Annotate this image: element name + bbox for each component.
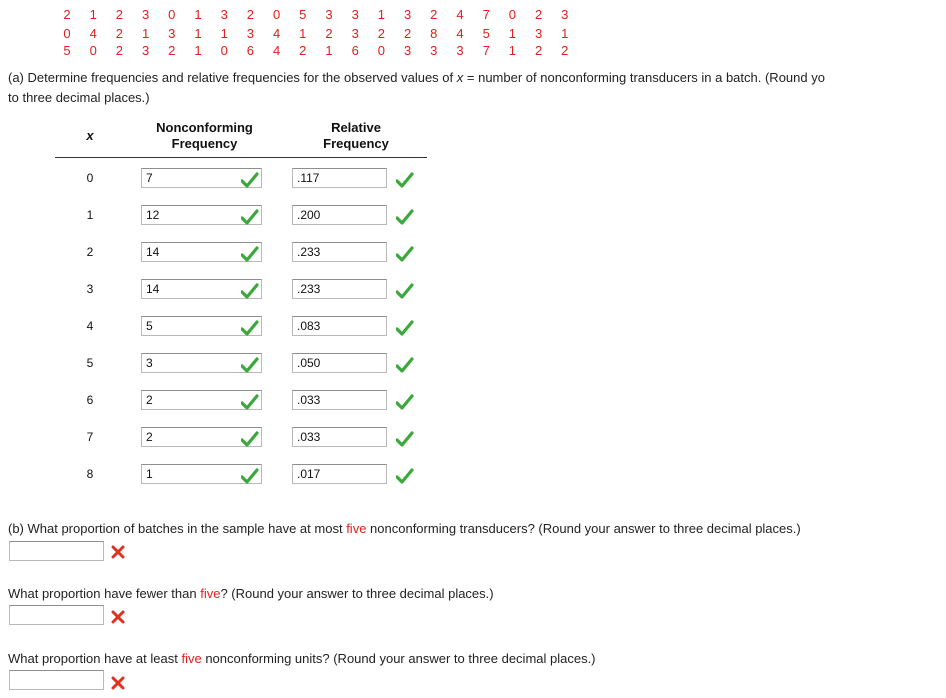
answer-input-at-least-five[interactable]: [9, 670, 104, 690]
relative-frequency-input[interactable]: .233: [292, 279, 387, 299]
frequency-input[interactable]: 1: [141, 464, 262, 484]
part-b-q2-post: ? (Round your answer to three decimal places.): [220, 586, 494, 601]
data-value: 1: [561, 26, 569, 41]
check-icon: [241, 283, 259, 299]
data-value: 2: [561, 43, 569, 58]
check-icon: [241, 394, 259, 410]
data-value: 0: [508, 7, 516, 22]
data-value: 4: [272, 43, 281, 58]
data-value: 5: [63, 43, 71, 58]
data-value: 1: [141, 26, 150, 41]
data-value: 1: [89, 7, 97, 22]
part-a-text-2: = number of nonconforming transducers in a batch. (Round yo: [466, 70, 825, 85]
data-value: 2: [168, 43, 176, 58]
data-value: 3: [534, 26, 543, 41]
relative-frequency-input[interactable]: .117: [292, 168, 387, 188]
data-value: 3: [220, 7, 228, 22]
col-header-relative-line1: Relative: [331, 120, 381, 135]
data-value: 0: [89, 43, 97, 58]
data-value: 2: [534, 43, 543, 58]
data-value: 3: [141, 43, 150, 58]
data-value: 2: [115, 7, 123, 22]
data-value: 1: [194, 43, 202, 58]
col-header-x: x: [86, 128, 94, 143]
data-value: 2: [115, 43, 123, 58]
data-value: 8: [430, 26, 438, 41]
part-a-question: [8, 68, 825, 87]
data-value: 0: [377, 43, 385, 58]
data-value: 6: [246, 43, 254, 58]
data-value: 1: [194, 26, 202, 41]
relative-frequency-input[interactable]: .017: [292, 464, 387, 484]
col-header-frequency-line1: Nonconforming: [156, 120, 253, 135]
data-value: 3: [246, 26, 254, 41]
part-b-q1-post: nonconforming transducers? (Round your answer to three decimal places.): [370, 521, 801, 536]
data-value: 2: [430, 7, 438, 22]
data-value: 7: [482, 43, 490, 58]
data-value: 3: [403, 43, 412, 58]
relative-frequency-input[interactable]: .200: [292, 205, 387, 225]
data-value: 5: [482, 26, 490, 41]
relative-frequency-input[interactable]: .033: [292, 390, 387, 410]
part-b-q2-pre: What proportion have fewer than: [8, 586, 197, 601]
answer-input-fewer-than-five[interactable]: [9, 605, 104, 625]
frequency-input[interactable]: 3: [141, 353, 262, 373]
data-value: 0: [272, 7, 281, 22]
row-x-value: 6: [86, 393, 94, 407]
data-value: 0: [168, 7, 176, 22]
col-header-relative-frequency: [300, 120, 412, 152]
data-value: 3: [456, 43, 464, 58]
data-value: 2: [299, 43, 307, 58]
data-value: 1: [220, 26, 228, 41]
check-icon: [241, 172, 259, 188]
data-value: 2: [534, 7, 543, 22]
check-icon: [241, 209, 259, 225]
check-icon: [396, 394, 414, 410]
part-b-q1-pre: (b) What proportion of batches in the sample have at most: [8, 521, 343, 536]
relative-frequency-input[interactable]: .033: [292, 427, 387, 447]
part-b-question-3: [8, 649, 596, 668]
part-b-q2-highlight: five: [200, 586, 221, 601]
data-value: 1: [508, 26, 516, 41]
data-value: 3: [351, 7, 359, 22]
data-value: 1: [377, 7, 385, 22]
col-header-frequency-line2: Frequency: [171, 136, 238, 151]
relative-frequency-input[interactable]: .050: [292, 353, 387, 373]
data-value: 4: [456, 26, 464, 41]
check-icon: [241, 246, 259, 262]
data-value: 3: [561, 7, 569, 22]
row-x-value: 3: [86, 282, 94, 296]
check-icon: [396, 431, 414, 447]
frequency-input[interactable]: 5: [141, 316, 262, 336]
col-header-relative-line2: Frequency: [323, 136, 389, 151]
check-icon: [396, 468, 414, 484]
data-value: 2: [377, 26, 385, 41]
col-header-frequency: [132, 120, 277, 152]
data-value: 5: [299, 7, 307, 22]
frequency-input[interactable]: 7: [141, 168, 262, 188]
row-x-value: 1: [86, 208, 94, 222]
frequency-input[interactable]: 12: [141, 205, 262, 225]
cross-icon: [111, 676, 125, 690]
data-value: 1: [194, 7, 202, 22]
data-value: 3: [351, 26, 359, 41]
data-value: 0: [220, 43, 228, 58]
part-b-q3-post: nonconforming units? (Round your answer to three decimal places.): [205, 651, 596, 666]
data-value: 2: [115, 26, 123, 41]
data-value: 2: [325, 26, 333, 41]
part-a-question-line2: to three decimal places.): [8, 90, 150, 105]
cross-icon: [111, 545, 125, 559]
table-header-divider: [55, 157, 427, 158]
row-x-value: 0: [86, 171, 94, 185]
check-icon: [396, 172, 414, 188]
data-value: 4: [272, 26, 281, 41]
data-value: 2: [246, 7, 254, 22]
part-b-question-2: [8, 584, 494, 603]
check-icon: [396, 357, 414, 373]
row-x-value: 4: [86, 319, 94, 333]
check-icon: [396, 246, 414, 262]
part-a-text: (a) Determine frequencies and relative frequencies for the observed values of: [8, 70, 454, 85]
check-icon: [396, 209, 414, 225]
relative-frequency-input[interactable]: .083: [292, 316, 387, 336]
row-x-value: 2: [86, 245, 94, 259]
row-x-value: 5: [86, 356, 94, 370]
data-value: 3: [141, 7, 150, 22]
data-value: 7: [482, 7, 490, 22]
data-value: 1: [508, 43, 516, 58]
check-icon: [396, 320, 414, 336]
part-b-q3-highlight: five: [181, 651, 202, 666]
data-value: 2: [403, 26, 412, 41]
data-value: 4: [456, 7, 464, 22]
answer-input-at-most-five[interactable]: [9, 541, 104, 561]
part-b-q3-pre: What proportion have at least: [8, 651, 178, 666]
data-value: 3: [168, 26, 176, 41]
row-x-value: 8: [86, 467, 94, 481]
data-value: 0: [63, 26, 71, 41]
data-value: 1: [325, 43, 333, 58]
check-icon: [241, 468, 259, 484]
frequency-input[interactable]: 14: [141, 242, 262, 262]
data-value: 2: [63, 7, 71, 22]
row-x-value: 7: [86, 430, 94, 444]
data-value: 6: [351, 43, 359, 58]
data-value: 3: [430, 43, 438, 58]
part-b-q1-highlight: five: [346, 521, 367, 536]
check-icon: [396, 283, 414, 299]
check-icon: [241, 320, 259, 336]
data-value: 1: [299, 26, 307, 41]
check-icon: [241, 431, 259, 447]
frequency-input[interactable]: 2: [141, 427, 262, 447]
frequency-input[interactable]: 2: [141, 390, 262, 410]
part-a-var: x: [456, 70, 464, 85]
relative-frequency-input[interactable]: .233: [292, 242, 387, 262]
cross-icon: [111, 610, 125, 624]
data-value: 3: [325, 7, 333, 22]
frequency-input[interactable]: 14: [141, 279, 262, 299]
part-b-question-1: [8, 519, 801, 538]
data-value: 3: [403, 7, 412, 22]
check-icon: [241, 357, 259, 373]
data-value: 4: [89, 26, 97, 41]
